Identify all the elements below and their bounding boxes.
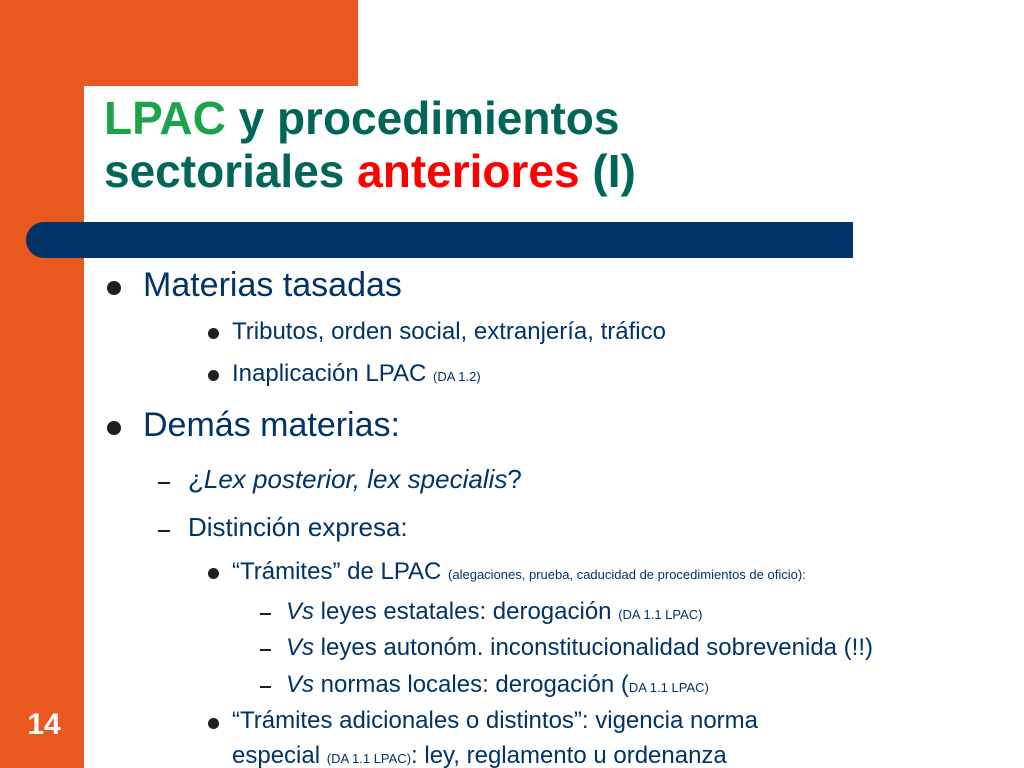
item-lex-posterior <box>188 464 522 495</box>
item-tramites-lpac <box>232 558 806 586</box>
bullet-icon <box>208 718 219 729</box>
adicionales-ref: (DA 1.1 LPAC) <box>326 751 412 766</box>
vs3-text: normas locales: derogación ( <box>314 671 629 698</box>
item-vs-autonom <box>286 634 873 662</box>
bullet-icon <box>107 421 121 435</box>
dash-icon <box>158 482 170 484</box>
orange-top-band <box>0 0 358 86</box>
slide-title <box>104 92 636 198</box>
vs1-italic: Vs <box>286 598 315 625</box>
bullet-icon <box>208 568 219 579</box>
title-anteriores: anteriores <box>357 145 580 197</box>
dash-icon <box>260 686 271 688</box>
dash-icon <box>158 530 170 532</box>
title-underline-bar <box>26 222 853 258</box>
vs1-text: leyes estatales: derogación <box>314 598 619 625</box>
item-tramites-adicionales-line2 <box>232 742 727 768</box>
orange-side-band <box>0 0 84 768</box>
inaplicacion-text: Inaplicación LPAC <box>232 360 433 387</box>
adicionales-b: : ley, reglamento u ordenanza <box>411 742 727 768</box>
vs3-ref: DA 1.1 LPAC) <box>628 680 709 695</box>
dash-icon <box>260 649 271 651</box>
item-inaplicacion <box>232 360 481 388</box>
title-part2: y procedimientos <box>225 92 620 144</box>
dash-icon <box>260 613 271 615</box>
bullet-icon <box>107 281 121 295</box>
bullet-icon <box>208 328 219 339</box>
vs3-italic: Vs <box>286 671 315 698</box>
item-vs-estatales <box>286 598 703 626</box>
vs2-text: leyes autonóm. inconstitucionalidad sobrevenida (!!) <box>314 634 873 661</box>
vs1-ref: (DA 1.1 LPAC) <box>618 607 703 622</box>
title-part5: (I) <box>579 145 636 197</box>
lex-italic: Lex posterior, lex specialis <box>203 464 508 494</box>
bullet-icon <box>208 370 219 381</box>
page-number: 14 <box>27 708 61 741</box>
item-distincion-expresa: Distinción expresa: <box>188 512 408 542</box>
item-materias-tasadas: Materias tasadas <box>143 266 402 304</box>
tramites-note: (alegaciones, prueba, caducidad de procedimientos de oficio): <box>448 567 806 582</box>
vs2-italic: Vs <box>286 634 315 661</box>
title-lpac: LPAC <box>104 92 226 144</box>
item-demas-materias: Demás materias: <box>143 406 400 444</box>
item-tributos: Tributos, orden social, extranjería, tráfico <box>232 318 666 345</box>
item-vs-locales <box>286 671 709 699</box>
title-part3: sectoriales <box>104 145 358 197</box>
item-tramites-adicionales-line1: “Trámites adicionales o distintos”: vigencia norma <box>232 707 758 734</box>
inaplicacion-ref: (DA 1.2) <box>433 369 481 384</box>
adicionales-a: especial <box>232 742 327 768</box>
tramites-main: “Trámites” de LPAC <box>232 558 449 585</box>
lex-open: ¿ <box>188 464 204 494</box>
lex-close: ? <box>507 464 522 494</box>
